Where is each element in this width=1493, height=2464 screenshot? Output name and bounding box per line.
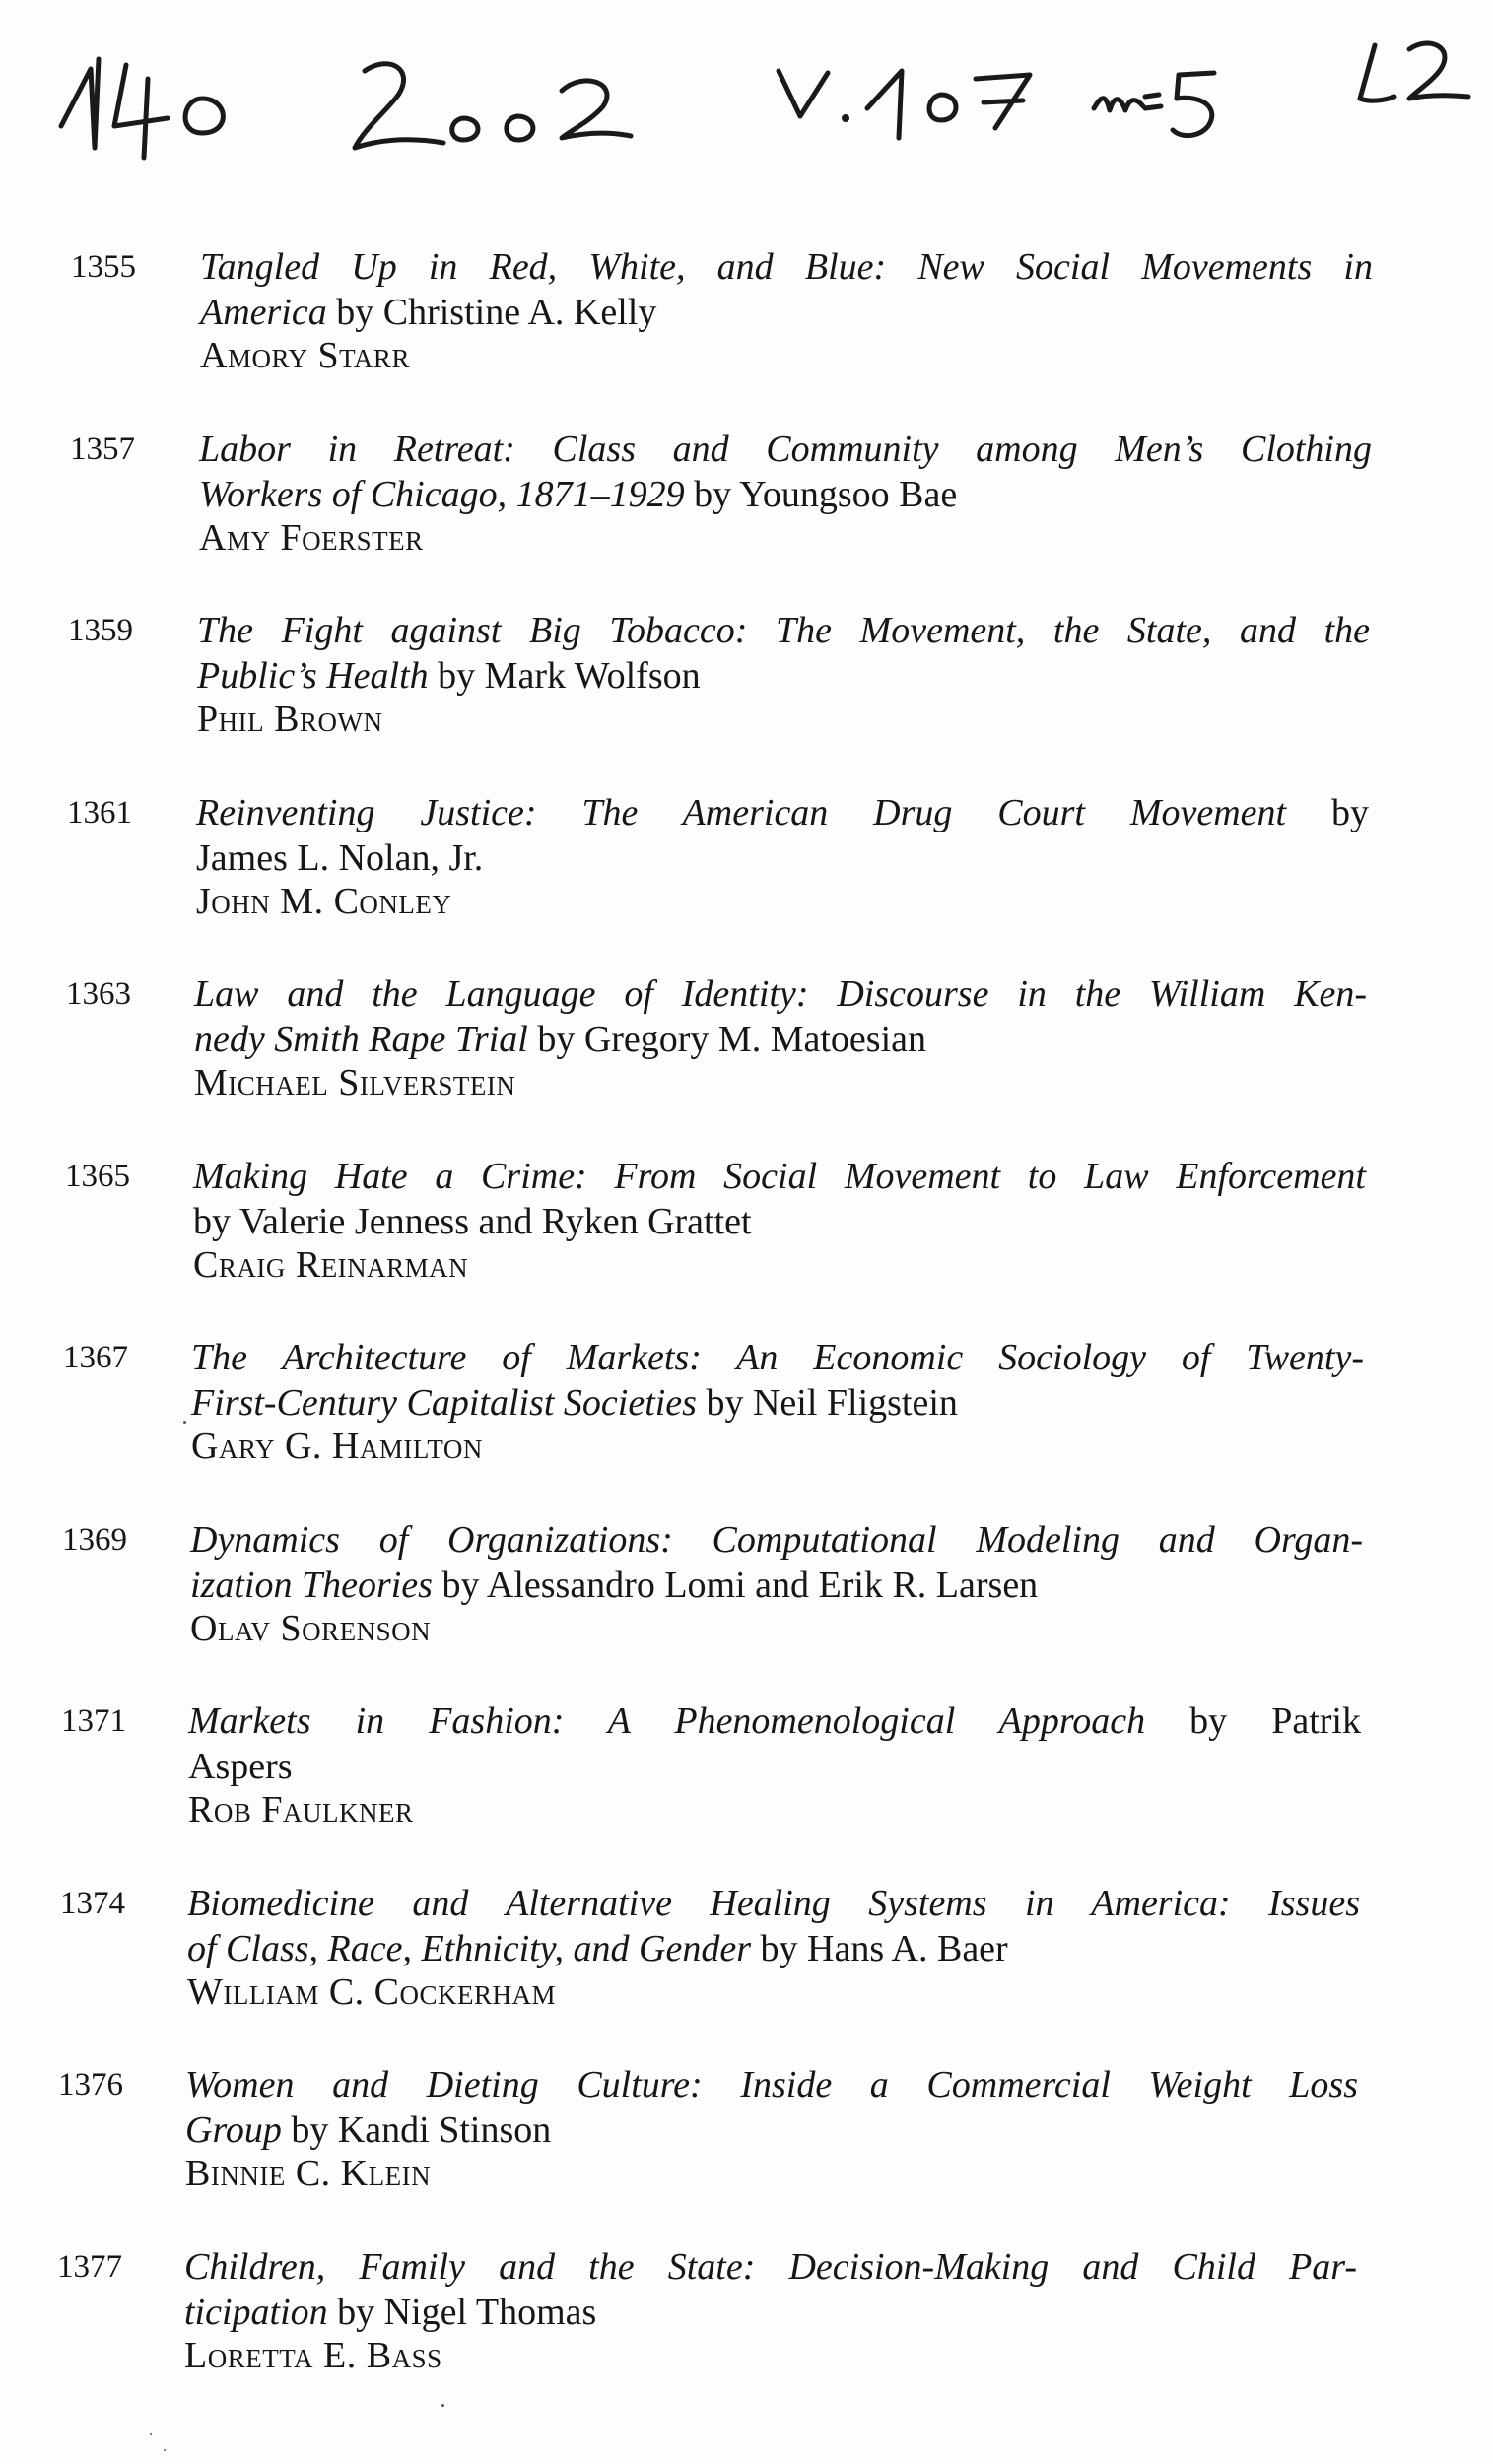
citation-line-2 xyxy=(190,1563,1363,1608)
citation-line-1 xyxy=(196,790,1369,835)
citation-line-2 xyxy=(197,653,1370,699)
book-title-text: Biomedicine and Alternative Healing Systems in America: Issues xyxy=(187,1883,1360,1924)
review-citation xyxy=(191,1335,1364,1467)
citation-line-1 xyxy=(187,1881,1360,1926)
reviewer-name: Loretta E. Bass xyxy=(184,2335,442,2376)
citation-line-1 xyxy=(184,2244,1357,2290)
review-entry xyxy=(0,2244,1493,2392)
review-entry xyxy=(0,1517,1493,1665)
reviewer-name: Olav Sorenson xyxy=(190,1608,432,1649)
book-title-text: Reinventing Justice: The American Drug Court Movement xyxy=(196,792,1287,833)
citation-line-1 xyxy=(199,427,1372,472)
review-entry xyxy=(0,1881,1493,2029)
citation-line-1 xyxy=(191,1335,1364,1380)
book-title-text: Making Hate a Crime: From Social Movement to Law Enforcement xyxy=(193,1156,1366,1197)
review-citation xyxy=(196,790,1369,922)
review-entry xyxy=(0,427,1493,574)
citation-line-1 xyxy=(197,608,1370,653)
book-author-text: James L. Nolan, Jr. xyxy=(196,837,484,879)
review-entry xyxy=(0,244,1493,392)
page-number: 1377 xyxy=(57,2249,122,2285)
citation-line-2 xyxy=(185,2107,1358,2153)
page-number: 1363 xyxy=(66,976,131,1012)
reviewer-name: Michael Silverstein xyxy=(194,1062,516,1103)
review-citation xyxy=(188,1698,1361,1831)
citation-line-1 xyxy=(200,244,1373,290)
book-title-text: Tangled Up in Red, White, and Blue: New Social Movements in xyxy=(200,246,1373,288)
citation-line-2 xyxy=(187,1926,1360,1971)
book-title-text: of Class, Race, Ethnicity, and Gender xyxy=(187,1928,752,1969)
book-title-text: Markets in Fashion: A Phenomenological Approach xyxy=(188,1700,1146,1742)
book-title-text: The Fight against Big Tobacco: The Movement, the State, and the xyxy=(197,610,1370,651)
scan-speck xyxy=(150,2433,152,2435)
book-author-text: by Mark Wolfson xyxy=(428,655,701,697)
review-entry xyxy=(0,608,1493,756)
book-author-text: by xyxy=(1286,792,1369,833)
book-author-text: by Hans A. Baer xyxy=(751,1928,1008,1969)
book-title-text: Law and the Language of Identity: Discourse in the William Ken- xyxy=(194,973,1367,1015)
reviewer-name: Gary G. Hamilton xyxy=(191,1426,483,1467)
book-author-text: by Valerie Jenness and Ryken Grattet xyxy=(193,1201,752,1242)
review-citation xyxy=(194,971,1367,1103)
book-title-text: ticipation xyxy=(184,2292,328,2333)
citation-line-1 xyxy=(188,1698,1361,1744)
review-citation xyxy=(187,1881,1360,2013)
review-entry xyxy=(0,790,1493,938)
review-citation xyxy=(199,427,1372,559)
book-title-text: Dynamics of Organizations: Computational Modeling and Organ- xyxy=(190,1519,1363,1561)
citation-line-2 xyxy=(191,1380,1364,1426)
book-author-text: by Kandi Stinson xyxy=(281,2109,552,2151)
book-author-text: by Gregory M. Matoesian xyxy=(527,1019,927,1060)
book-author-text: by Patrik xyxy=(1145,1700,1361,1742)
citation-line-2 xyxy=(184,2290,1357,2335)
book-title-text: Workers of Chicago, 1871–1929 xyxy=(199,474,685,515)
review-citation xyxy=(197,608,1370,740)
reviewer-name: Amory Starr xyxy=(200,335,410,376)
review-citation xyxy=(193,1154,1366,1286)
book-author-text: by Nigel Thomas xyxy=(327,2292,597,2333)
scan-speck xyxy=(164,2449,166,2451)
scan-speck xyxy=(183,1421,186,1424)
page-number: 1359 xyxy=(68,613,133,648)
citation-line-1 xyxy=(194,971,1367,1017)
book-title-text: ization Theories xyxy=(190,1565,433,1606)
page-number: 1371 xyxy=(61,1703,126,1739)
book-title-text: Women and Dieting Culture: Inside a Commercial Weight Loss xyxy=(185,2064,1358,2105)
page-number: 1361 xyxy=(67,795,132,831)
book-title-text: First-Century Capitalist Societies xyxy=(191,1382,697,1424)
citation-line-2 xyxy=(188,1744,1361,1789)
reviewer-name: John M. Conley xyxy=(196,881,452,922)
review-citation xyxy=(190,1517,1363,1649)
review-citation xyxy=(184,2244,1357,2376)
book-author-text: Aspers xyxy=(188,1746,293,1787)
citation-line-2 xyxy=(199,472,1372,517)
book-author-text: by Christine A. Kelly xyxy=(326,292,657,333)
handwritten-note xyxy=(0,0,1493,197)
citation-line-2 xyxy=(193,1199,1366,1244)
page-number: 1369 xyxy=(62,1522,127,1558)
page-number: 1355 xyxy=(71,249,136,285)
reviewer-name: Phil Brown xyxy=(197,699,383,740)
book-author-text: by Neil Fligstein xyxy=(696,1382,958,1424)
book-title-text: Group xyxy=(185,2109,282,2151)
citation-line-2 xyxy=(194,1017,1367,1062)
reviewer-name: Craig Reinarman xyxy=(193,1244,469,1286)
citation-line-1 xyxy=(190,1517,1363,1563)
citation-line-2 xyxy=(196,835,1369,881)
scan-speck xyxy=(441,2404,444,2407)
book-author-text: by Youngsoo Bae xyxy=(684,474,958,515)
book-title-text: Labor in Retreat: Class and Community among Men’s Clothing xyxy=(199,429,1372,470)
page-number: 1374 xyxy=(60,1886,125,1921)
book-title-text: Children, Family and the State: Decision-Making and Child Par- xyxy=(184,2246,1357,2288)
reviewer-name: Amy Foerster xyxy=(199,517,424,559)
book-title-text: America xyxy=(200,292,327,333)
review-entry xyxy=(0,1335,1493,1483)
book-title-text: Public’s Health xyxy=(197,655,429,697)
page-number: 1365 xyxy=(65,1159,130,1194)
page-number: 1376 xyxy=(58,2067,123,2102)
reviewer-name: Binnie C. Klein xyxy=(185,2153,432,2194)
page-number: 1357 xyxy=(70,432,135,467)
review-entry xyxy=(0,971,1493,1119)
citation-line-1 xyxy=(193,1154,1366,1199)
book-author-text: by Alessandro Lomi and Erik R. Larsen xyxy=(432,1565,1039,1606)
review-entry xyxy=(0,1154,1493,1301)
reviewer-name: William C. Cockerham xyxy=(187,1971,557,2013)
citation-line-2 xyxy=(200,290,1373,335)
review-citation xyxy=(185,2062,1358,2194)
page-number: 1367 xyxy=(63,1340,128,1375)
review-entry xyxy=(0,2062,1493,2210)
citation-line-1 xyxy=(185,2062,1358,2107)
review-citation xyxy=(200,244,1373,376)
book-title-text: nedy Smith Rape Trial xyxy=(194,1019,528,1060)
review-entry xyxy=(0,1698,1493,1846)
reviewer-name: Rob Faulkner xyxy=(188,1789,414,1831)
book-title-text: The Architecture of Markets: An Economic Sociology of Twenty- xyxy=(191,1337,1364,1378)
